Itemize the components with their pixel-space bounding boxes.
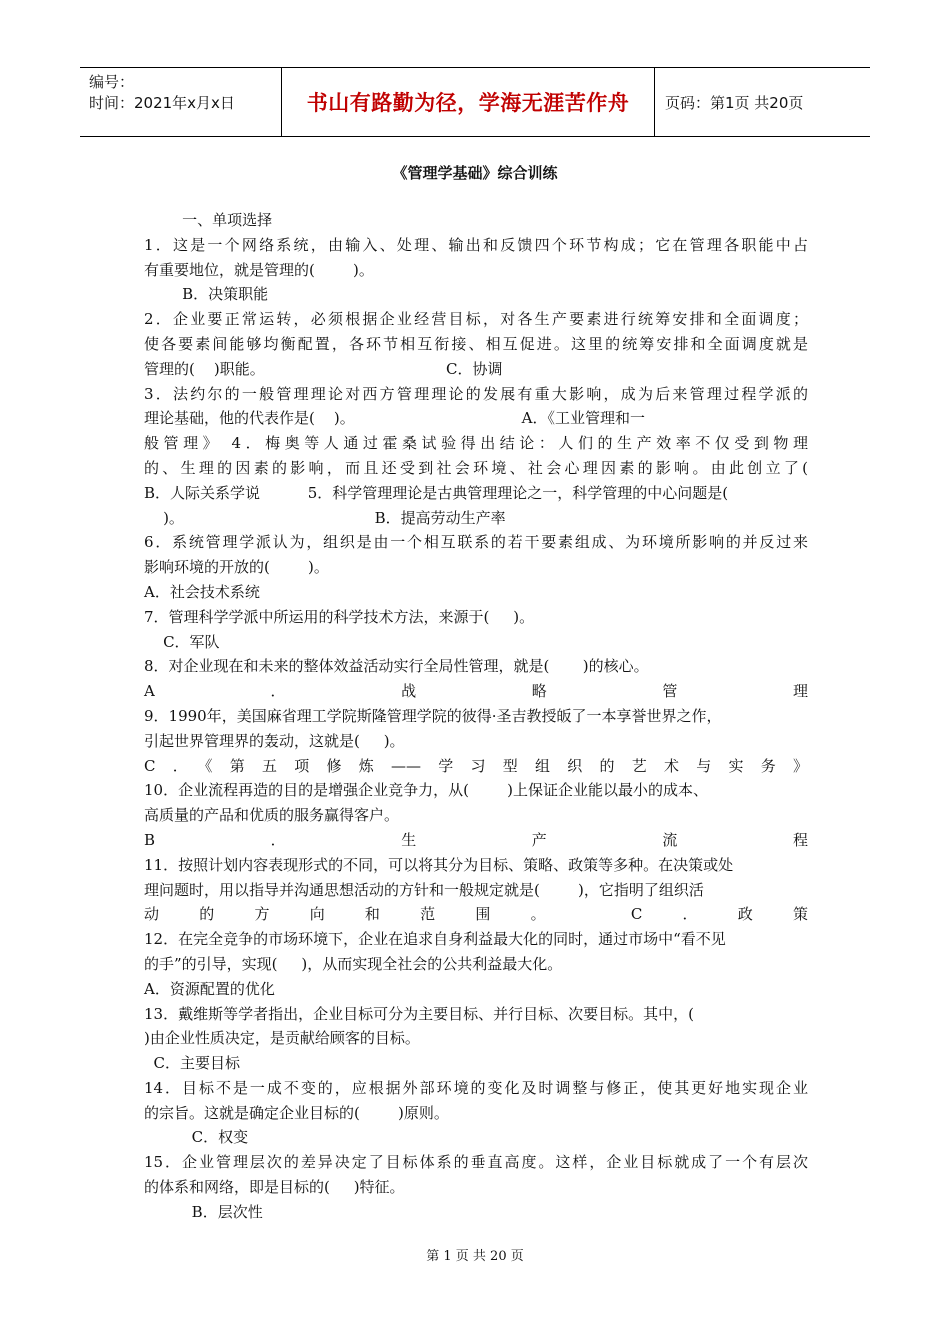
text-line: 3．法约尔的一般管理理论对西方管理理论的发展有重大影响，成为后来管理过程学派的: [144, 384, 808, 403]
text-line: 13．戴维斯等学者指出，企业目标可分为主要目标、并行目标、次要目标。其中，(: [144, 1004, 694, 1023]
text-line: 般管理》 4．梅奥等人通过霍桑试验得出结论：人们的生产效率不仅受到物理: [144, 434, 808, 453]
text-line: A．社会技术系统: [144, 582, 260, 601]
text-line: 理论基础，他的代表作是( )。 A．《工业管理和一: [144, 409, 645, 428]
page-header: [80, 67, 870, 137]
text-line: 7．管理科学学派中所运用的科学技术方法，来源于( )。: [144, 607, 535, 626]
text-line: 高质量的产品和优质的服务赢得客户。: [144, 806, 400, 825]
text-line: 有重要地位，就是管理的( )。: [144, 260, 374, 279]
text-line: 14．目标不是一成不变的，应根据外部环境的变化及时调整与修正，使其更好地实现企业: [144, 1078, 808, 1097]
text-line: A．资源配置的优化: [144, 979, 275, 998]
text-line: C．权变: [144, 1128, 249, 1147]
header-page-info: 页码：第1页 共20页: [665, 93, 804, 112]
text-line: 理问题时，用以指导并沟通思想活动的方针和一般规定就是( )，它指明了组织活: [144, 880, 704, 899]
text-line: 一、单项选择: [144, 211, 273, 229]
text-line: 使各要素间能够均衡配置，各环节相互衔接、相互促进。这里的统筹安排和全面调度就是: [144, 334, 808, 353]
text-line: C．军队: [144, 632, 220, 651]
text-line: B．决策职能: [144, 285, 269, 304]
text-line: 影响环境的开放的( )。: [144, 558, 329, 577]
text-line: B．生产流程: [144, 830, 808, 849]
text-line: 15．企业管理层次的差异决定了目标体系的垂直高度。这样，企业目标就成了一个有层次: [144, 1153, 808, 1172]
text-line: )由企业性质决定，是贡献给顾客的目标。: [144, 1029, 420, 1048]
text-line: 引起世界管理界的轰动，这就是( )。: [144, 731, 405, 750]
header-motto: 书山有路勤为径，学海无涯苦作舟: [282, 68, 655, 136]
text-line: 12．在完全竞争的市场环境下，企业在追求自身利益最大化的同时，通过市场中“看不见: [144, 930, 726, 949]
page-footer: 第 1 页 共 20 页: [426, 1249, 524, 1264]
text-line: 的宗旨。这就是确定企业目标的( )原则。: [144, 1103, 449, 1122]
text-line: 的手”的引导，实现( )，从而实现全社会的公共利益最大化。: [144, 954, 563, 973]
text-line: A．战略管理: [144, 682, 808, 701]
text-line: 9．1990年，美国麻省理工学院斯隆管理学院的彼得·圣吉教授皈了一本享誉世界之作，: [144, 706, 722, 725]
document-title: 《管理学基础》综合训练: [392, 164, 558, 182]
text-line: C．主要目标: [144, 1054, 241, 1073]
text-line: 的、生理的因素的影响，而且还受到社会环境、社会心理因素的影响。由此创立了(: [144, 458, 808, 477]
text-line: 6．系统管理学派认为，组织是由一个相互联系的若干要素组成、为环境所影响的并反过来: [144, 533, 808, 552]
document-number-label: 编号：: [89, 73, 135, 91]
text-line: )。 B．提高劳动生产率: [144, 508, 506, 527]
text-line: 1．这是一个网络系统，由输入、处理、输出和反馈四个环节构成；它在管理各职能中占: [144, 235, 808, 254]
text-line: 的体系和网络，即是目标的( )特征。: [144, 1178, 405, 1197]
text-line: 2．企业要正常运转，必须根据企业经营目标，对各生产要素进行统筹安排和全面调度；: [144, 310, 808, 329]
text-line: 管理的( )职能。 C．协调: [144, 359, 503, 378]
text-line: 10．企业流程再造的目的是增强企业竞争力，从( )上保证企业能以最小的成本、: [144, 781, 708, 800]
text-line: 11．按照计划内容表现形式的不同，可以将其分为目标、策略、政策等多种。在决策或处: [144, 855, 734, 874]
header-left-cell: [80, 68, 282, 136]
text-line: C．《第五项修炼——学习型组织的艺术与实务》: [144, 756, 808, 775]
document-body: [144, 208, 808, 1225]
text-line: 8．对企业现在和未来的整体效益活动实行全局性管理，就是( )的核心。: [144, 657, 649, 676]
text-line: 动的方向和范围。 C．政策: [144, 905, 808, 924]
text-line: B．人际关系学说 5．科学管理理论是古典管理理论之一，科学管理的中心问题是(: [144, 483, 729, 502]
document-time-label: 时间：2021年x月x日: [89, 94, 235, 112]
text-line: B．层次性: [144, 1202, 263, 1221]
